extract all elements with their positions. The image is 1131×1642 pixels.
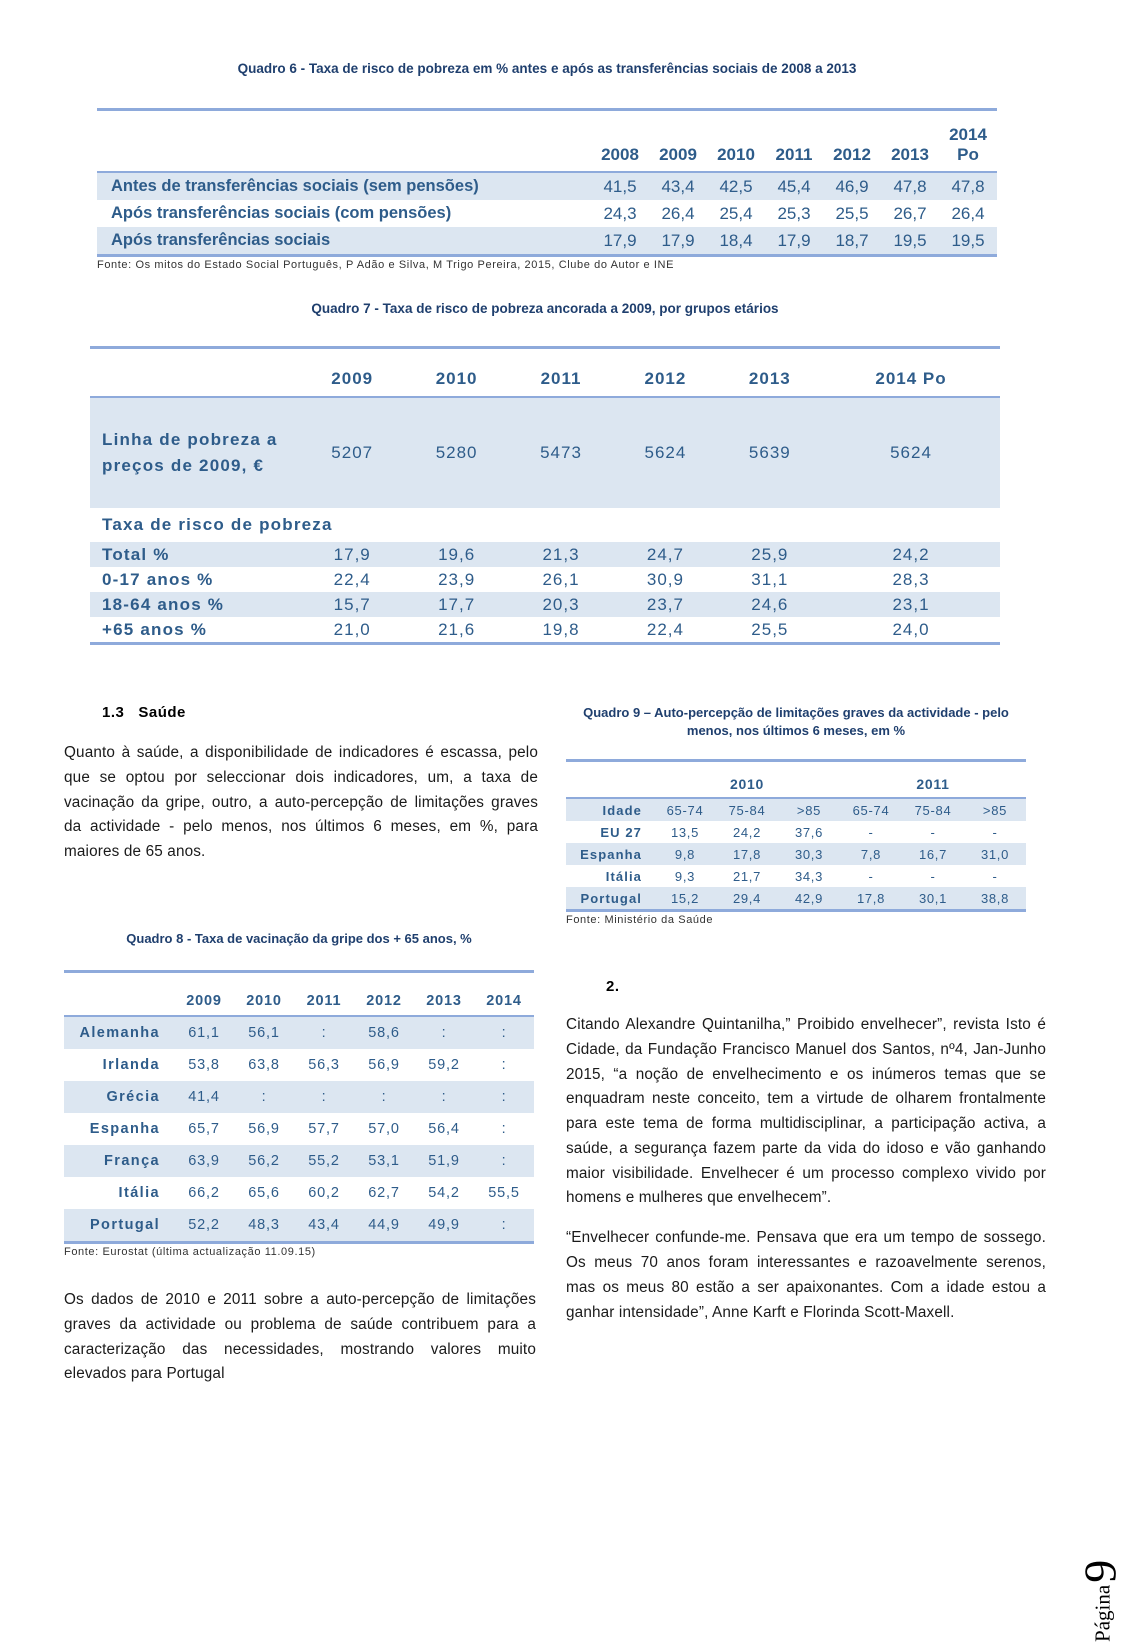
cell: 23,7 — [646, 594, 684, 614]
cell: - — [868, 868, 874, 884]
quadro-6-block — [97, 60, 997, 271]
cell: 43,4 — [308, 1216, 340, 1233]
cell: 17,7 — [438, 594, 476, 614]
row-label: Após transferências sociais — [111, 231, 331, 250]
quadro-6-col-2012: 2012 — [833, 145, 871, 165]
quadro-8-col-2010: 2010 — [246, 992, 282, 1009]
table-row — [64, 1016, 534, 1049]
cell: 53,8 — [188, 1056, 220, 1073]
table-row — [90, 542, 1000, 567]
cell: 63,9 — [188, 1152, 220, 1169]
quadro-6-col-2010: 2010 — [717, 145, 755, 165]
cell: : — [501, 1152, 507, 1169]
cell: 54,2 — [428, 1184, 460, 1201]
section-2-paragraph-1: Citando Alexandre Quintanilha,” Proibido envelhecer”, revista Isto é Cidade, da Fundação Francisco Manuel dos Santos, nº4, Jan-Junho 2015, “a noção de envelhecimento e os inúmeros temas que se enquadram neste conceito, tem a virtude de olharem frontalmente para este tema de forma multidisciplinar, a participação activa, a saúde, a segurança fazem parte da vida do idoso e vão ganhando maior visibilidade. Envelhecer é um processo complexo vivido por homens e mulheres que envelhecem”. — [566, 1016, 1046, 1207]
cell: 5624 — [890, 443, 932, 463]
cell: 21,7 — [732, 868, 762, 884]
quadro-6-col-2011: 2011 — [775, 145, 813, 165]
cell: - — [930, 868, 936, 884]
cell: 66,2 — [188, 1184, 220, 1201]
quadro-6-source: Fonte: Os mitos do Estado Social Português, P Adão e Silva, M Trigo Pereira, 2015, Clube do Autor e INE — [97, 259, 675, 272]
cell: - — [992, 868, 998, 884]
cell: 30,1 — [918, 890, 948, 906]
quadro-9-age-label: Idade — [602, 802, 642, 818]
row-label: Alemanha — [79, 1024, 160, 1041]
cell: 26,4 — [661, 203, 695, 223]
quadro-7-corner-cell — [90, 348, 300, 398]
table-row — [97, 227, 997, 256]
cell: - — [930, 824, 936, 840]
cell: 17,9 — [777, 230, 811, 250]
quadro-9-caption: Quadro 9 – Auto-percepção de limitações graves da actividade - pelo menos, nos últimos 6 meses, em % — [583, 705, 1009, 738]
cell: 46,9 — [835, 176, 869, 196]
quadro-8-col-2012: 2012 — [366, 992, 402, 1009]
cell: : — [321, 1088, 327, 1105]
quadro-7-head — [90, 348, 1000, 398]
cell: 24,7 — [646, 544, 684, 564]
cell: 22,4 — [646, 619, 684, 639]
cell: : — [501, 1024, 507, 1041]
cell: 65,6 — [248, 1184, 280, 1201]
row-label: EU 27 — [600, 824, 642, 840]
cell: 58,6 — [368, 1024, 400, 1041]
quadro-8-col-2013: 2013 — [426, 992, 462, 1009]
table-header-row — [64, 971, 534, 1016]
cell: 26,4 — [951, 203, 985, 223]
quadro-6-col-2009: 2009 — [659, 145, 697, 165]
cell: 15,7 — [333, 594, 371, 614]
cell: 42,9 — [794, 890, 824, 906]
page-footer — [1059, 1390, 1126, 1642]
cell: 51,9 — [428, 1152, 460, 1169]
cell: - — [868, 824, 874, 840]
table-row — [566, 865, 1026, 887]
row-label-linha-pobreza: Linha de pobreza a preços de 2009, € — [102, 429, 278, 476]
cell: 19,6 — [438, 544, 476, 564]
cell: 53,1 — [368, 1152, 400, 1169]
table-row — [64, 1177, 534, 1209]
cell: 17,8 — [732, 846, 762, 862]
age-band: >85 — [982, 802, 1008, 818]
quadro-7-body — [90, 397, 1000, 644]
cell: 56,9 — [368, 1056, 400, 1073]
cell: 55,5 — [488, 1184, 520, 1201]
cell: 5280 — [435, 443, 478, 463]
quadro-7-col-2009: 2009 — [331, 369, 374, 389]
cell: 28,3 — [892, 569, 930, 589]
quadro-9-block — [566, 704, 1026, 926]
cell: 47,8 — [951, 176, 985, 196]
cell: 49,9 — [428, 1216, 460, 1233]
quadro-8-col-2011: 2011 — [306, 992, 342, 1009]
cell: 41,5 — [603, 176, 637, 196]
cell: 62,7 — [368, 1184, 400, 1201]
row-label: Portugal — [580, 890, 642, 906]
quadro-7-caption: Quadro 7 - Taxa de risco de pobreza ancorada a 2009, por grupos etários — [311, 301, 779, 316]
cell: 38,8 — [980, 890, 1010, 906]
cell: 26,7 — [893, 203, 927, 223]
cell: : — [501, 1216, 507, 1233]
quadro-9-group-2010: 2010 — [730, 776, 764, 793]
quadro-7-col-2013: 2013 — [748, 369, 791, 389]
quadro-7-block — [90, 300, 1000, 645]
cell: 21,6 — [438, 619, 476, 639]
table-row — [97, 172, 997, 200]
page-label: Página — [1090, 1585, 1115, 1642]
cell: 30,3 — [794, 846, 824, 862]
cell: 65,7 — [188, 1120, 220, 1137]
table-row — [64, 1113, 534, 1145]
quadro-7-col-2010: 2010 — [435, 369, 478, 389]
cell: : — [501, 1120, 507, 1137]
table-row — [90, 617, 1000, 644]
table-row — [64, 1049, 534, 1081]
cell: 17,9 — [661, 230, 695, 250]
cell: 19,5 — [951, 230, 985, 250]
table-row — [64, 1209, 534, 1243]
row-label: Itália — [605, 868, 642, 884]
quadro-8-col-2014: 2014 — [486, 992, 522, 1009]
quadro-8-col-2009: 2009 — [186, 992, 222, 1009]
quadro-9-source: Fonte: Ministério da Saúde — [566, 914, 714, 927]
cell: 61,1 — [188, 1024, 220, 1041]
quadro-6-head — [97, 110, 997, 173]
cell: 19,8 — [542, 619, 580, 639]
section-label-taxa-risco-pobreza: Taxa de risco de pobreza — [102, 515, 333, 535]
cell: 41,4 — [188, 1088, 220, 1105]
table-header-row-years — [566, 761, 1026, 799]
cell: 24,2 — [892, 544, 930, 564]
quadro-8-block — [64, 930, 534, 1258]
cell: 47,8 — [893, 176, 927, 196]
cell: 59,2 — [428, 1056, 460, 1073]
row-label: Portugal — [89, 1216, 160, 1233]
cell: 25,5 — [835, 203, 869, 223]
table-row — [64, 1145, 534, 1177]
cell: 9,8 — [674, 846, 696, 862]
cell: 5639 — [748, 443, 791, 463]
cell: 18,4 — [719, 230, 753, 250]
cell: 22,4 — [333, 569, 371, 589]
cell: 34,3 — [794, 868, 824, 884]
row-label: Espanha — [580, 846, 642, 862]
cell: : — [261, 1088, 267, 1105]
table-header-row — [97, 110, 997, 173]
row-label: Grécia — [106, 1088, 160, 1105]
section-2 — [566, 978, 1046, 1325]
quadro-8-body — [64, 1016, 534, 1243]
row-label: Total % — [102, 544, 170, 564]
table-section-row — [90, 508, 1000, 542]
cell: 23,1 — [892, 594, 930, 614]
cell: 25,9 — [751, 544, 789, 564]
quadro-6-caption: Quadro 6 - Taxa de risco de pobreza em % antes e após as transferências sociais de 2008 a 2013 — [237, 61, 857, 76]
quadro-9-head — [566, 761, 1026, 799]
row-label: Espanha — [89, 1120, 160, 1137]
cell: 7,8 — [860, 846, 882, 862]
cell: 17,9 — [603, 230, 637, 250]
bottom-left-paragraph-block — [64, 1288, 536, 1387]
cell: 18,7 — [835, 230, 869, 250]
cell: 24,6 — [751, 594, 789, 614]
cell: 5207 — [331, 443, 374, 463]
cell: 56,3 — [308, 1056, 340, 1073]
cell: 55,2 — [308, 1152, 340, 1169]
cell: 23,9 — [438, 569, 476, 589]
cell: 57,0 — [368, 1120, 400, 1137]
bottom-paragraph: Os dados de 2010 e 2011 sobre a auto-percepção de limitações graves da actividade ou problema de saúde contribuem para a caracterização das necessidades, mostrando valores muito elevados para Portugal — [64, 1291, 536, 1383]
cell: 24,0 — [892, 619, 930, 639]
cell: 5473 — [540, 443, 582, 463]
cell: 17,8 — [856, 890, 886, 906]
page-number: 9 — [1074, 1560, 1126, 1583]
cell: 37,6 — [794, 824, 824, 840]
table-row — [97, 200, 997, 227]
cell: 57,7 — [308, 1120, 340, 1137]
age-band: 75-84 — [728, 802, 766, 818]
cell: 21,0 — [333, 619, 371, 639]
quadro-6-corner-cell — [97, 110, 591, 173]
cell: 31,1 — [751, 569, 789, 589]
table-row — [90, 567, 1000, 592]
section-1-3-paragraph: Quanto à saúde, a disponibilidade de indicadores é escassa, pelo que se optou por seleccionar dois indicadores, um, a taxa de vacinação da gripe, outro, a auto-percepção de limitações graves da actividade - pelo menos, nos últimos 6 meses, em %, para maiores de 65 anos. — [64, 744, 538, 861]
row-label: Antes de transferências sociais (sem pensões) — [111, 177, 479, 196]
table-row — [90, 592, 1000, 617]
quadro-8-table — [64, 970, 534, 1244]
cell: 60,2 — [308, 1184, 340, 1201]
age-band: 65-74 — [666, 802, 704, 818]
quadro-9-group-2011: 2011 — [916, 776, 950, 793]
row-label: Irlanda — [102, 1056, 160, 1073]
cell: : — [441, 1024, 447, 1041]
cell: 43,4 — [661, 176, 695, 196]
quadro-9-body — [566, 798, 1026, 911]
table-row — [64, 1081, 534, 1113]
quadro-8-caption: Quadro 8 - Taxa de vacinação da gripe dos + 65 anos, % — [126, 931, 472, 946]
table-row — [566, 843, 1026, 865]
row-label: 18-64 anos % — [102, 594, 225, 614]
age-band: 65-74 — [852, 802, 890, 818]
row-label: França — [104, 1152, 160, 1169]
cell: 25,4 — [719, 203, 753, 223]
table-header-row — [90, 348, 1000, 398]
quadro-9-corner-cell — [566, 761, 654, 799]
cell: 42,5 — [719, 176, 753, 196]
cell: 56,9 — [248, 1120, 280, 1137]
row-label: Após transferências sociais (com pensões) — [111, 204, 452, 223]
quadro-8-corner-cell — [64, 971, 174, 1016]
section-2-paragraph-2: “Envelhecer confunde-me. Pensava que era um tempo de sossego. Os meus 70 anos foram interessantes e razoavelmente serenos, mas os meus 80 estão a ser apaixonantes. Com a idade estou a ganhar intensidade”, Anne Karft e Florinda Scott-Maxell. — [566, 1229, 1046, 1321]
cell: 29,4 — [732, 890, 762, 906]
row-label: 0-17 anos % — [102, 569, 214, 589]
quadro-7-col-2012: 2012 — [644, 369, 687, 389]
table-row — [566, 821, 1026, 843]
cell: 31,0 — [980, 846, 1010, 862]
cell: 20,3 — [542, 594, 580, 614]
cell: 21,3 — [542, 544, 580, 564]
row-label: +65 anos % — [102, 619, 208, 639]
table-row — [90, 397, 1000, 508]
cell: 25,5 — [751, 619, 789, 639]
cell: 52,2 — [188, 1216, 220, 1233]
page-number-rotated — [1074, 1560, 1126, 1642]
heading-2: 2. — [606, 978, 620, 995]
quadro-7-col-2011: 2011 — [540, 369, 582, 389]
cell: : — [321, 1024, 327, 1041]
row-label: Itália — [118, 1184, 160, 1201]
age-band: >85 — [796, 802, 822, 818]
quadro-7-table — [90, 346, 1000, 645]
cell: 17,9 — [333, 544, 371, 564]
heading-title: Saúde — [138, 704, 186, 721]
cell: : — [501, 1056, 507, 1073]
cell: 63,8 — [248, 1056, 280, 1073]
cell: : — [501, 1088, 507, 1105]
cell: 30,9 — [646, 569, 684, 589]
cell: 44,9 — [368, 1216, 400, 1233]
quadro-6-col-2014po: 2014 Po — [949, 125, 987, 165]
cell: 56,2 — [248, 1152, 280, 1169]
cell: 25,3 — [777, 203, 811, 223]
table-row — [566, 887, 1026, 911]
cell: 24,3 — [603, 203, 637, 223]
cell: 45,4 — [777, 176, 811, 196]
age-band: 75-84 — [914, 802, 952, 818]
cell: : — [441, 1088, 447, 1105]
quadro-6-col-2013: 2013 — [891, 145, 929, 165]
cell: 56,1 — [248, 1024, 280, 1041]
quadro-8-source: Fonte: Eurostat (última actualização 11.09.15) — [64, 1245, 316, 1258]
cell: 24,2 — [732, 824, 762, 840]
quadro-6-body — [97, 172, 997, 256]
quadro-7-col-2014po: 2014 Po — [875, 369, 947, 389]
table-header-row-ages — [566, 798, 1026, 821]
cell: 5624 — [644, 443, 687, 463]
cell: 13,5 — [670, 824, 700, 840]
cell: 19,5 — [893, 230, 927, 250]
heading-1-3 — [102, 704, 538, 721]
cell: 56,4 — [428, 1120, 460, 1137]
cell: 48,3 — [248, 1216, 280, 1233]
section-1-3-saude — [64, 704, 538, 880]
cell: 15,2 — [670, 890, 700, 906]
cell: 16,7 — [918, 846, 948, 862]
quadro-8-head — [64, 971, 534, 1016]
cell: 9,3 — [674, 868, 696, 884]
cell: : — [381, 1088, 387, 1105]
quadro-6-table — [97, 108, 997, 257]
quadro-9-table — [566, 759, 1026, 912]
cell: 26,1 — [542, 569, 580, 589]
quadro-6-col-2008: 2008 — [601, 145, 639, 165]
cell: - — [992, 824, 998, 840]
heading-number: 1.3 — [102, 704, 125, 721]
